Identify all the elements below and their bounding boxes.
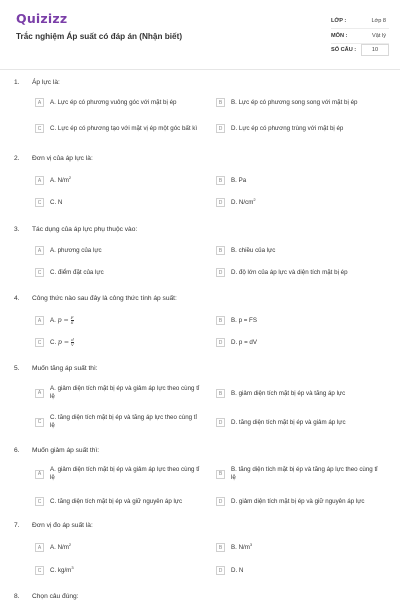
option-letter: D: [216, 497, 225, 506]
option-letter: C: [35, 124, 44, 133]
option-text: D. tăng diện tích mặt bị ép và giảm áp lực: [231, 418, 346, 426]
question-number: 1.: [14, 79, 20, 86]
option-3c[interactable]: [35, 268, 202, 277]
option-text: D. giảm diện tích mặt bị ép và giữ nguyên áp lực: [231, 497, 365, 505]
option-letter: C: [35, 566, 44, 575]
option-letter: D: [216, 268, 225, 277]
option-3d[interactable]: [216, 268, 383, 277]
option-1d[interactable]: [216, 124, 383, 133]
option-letter: A: [35, 246, 44, 255]
option-text: A. giảm diện tích mặt bị ép và giảm áp lực theo cùng tỉ lệ: [50, 466, 200, 481]
option-text: D. p = dV: [231, 338, 257, 346]
info-divider: [331, 28, 389, 29]
question-text: Công thức nào sau đây là công thức tính áp suất:: [32, 295, 177, 302]
option-letter: D: [216, 198, 225, 207]
option-6b[interactable]: [216, 466, 383, 482]
info-subject: [331, 30, 389, 42]
option-letter: B: [216, 543, 225, 552]
question-text: Muốn tăng áp suất thì:: [32, 365, 98, 372]
option-text: A. Lực ép có phương vuông góc với mặt bị ép: [50, 98, 177, 106]
question-text: Muốn giảm áp suất thì:: [32, 447, 100, 454]
question-text: Chọn câu đúng:: [32, 593, 79, 600]
option-6d[interactable]: [216, 497, 383, 506]
option-text: A. $N/m^2$: [50, 541, 72, 551]
option-letter: A: [35, 176, 44, 185]
option-text: B. p = FS: [231, 316, 257, 324]
option-text: D. N: [231, 566, 244, 574]
option-text: D. độ lớn của áp lực và diện tích mặt bị ép: [231, 268, 348, 276]
option-2d[interactable]: [216, 198, 383, 207]
option-letter: D: [216, 338, 225, 347]
option-6a[interactable]: [35, 466, 202, 482]
option-letter: B: [216, 246, 225, 255]
option-text: C. Lực ép có phương tạo với mặt vị ép một góc bất kì: [50, 124, 198, 132]
option-letter: C: [35, 418, 44, 427]
info-count: [331, 44, 389, 56]
option-7c[interactable]: [35, 566, 202, 575]
option-text: B. giảm diện tích mặt bị ép và tăng áp lực: [231, 389, 346, 397]
option-text: B. $N/m^3$: [231, 541, 253, 551]
question-number: 6.: [14, 447, 20, 454]
option-text: C. N: [50, 198, 63, 206]
option-letter: C: [35, 497, 44, 506]
option-letter: C: [35, 198, 44, 207]
question-text: Tác dụng của áp lực phụ thuộc vào:: [32, 226, 138, 233]
option-text: B. Lực ép có phương song song với mặt bị ép: [231, 98, 358, 106]
option-text: A. phương của lực: [50, 246, 102, 254]
option-5c[interactable]: [35, 414, 202, 430]
option-text: C. tăng diện tích mặt bị ép và giữ nguyên áp lực: [50, 497, 183, 505]
option-text: B. Pa: [231, 176, 247, 184]
option-text: D. Lực ép có phương trùng với mặt bị ép: [231, 124, 344, 132]
question-number: 4.: [14, 295, 20, 302]
option-letter: B: [216, 176, 225, 185]
option-4d[interactable]: [216, 338, 383, 347]
option-3a[interactable]: [35, 246, 202, 255]
option-1c[interactable]: [35, 124, 202, 133]
question-text: Đơn vị của áp lực là:: [32, 155, 93, 162]
option-text: D. $N/cm^2$: [231, 196, 256, 206]
option-7b[interactable]: [216, 543, 383, 552]
option-letter: B: [216, 98, 225, 107]
option-letter: B: [216, 316, 225, 325]
option-letter: D: [216, 566, 225, 575]
info-grade-value: Lớp 8: [371, 18, 386, 24]
option-letter: B: [216, 389, 225, 398]
option-5d[interactable]: [216, 418, 383, 427]
option-2b[interactable]: [216, 176, 383, 185]
worksheet-title: Trắc nghiệm Áp suất có đáp án (Nhận biết): [16, 32, 183, 41]
option-text: C. điểm đặt của lực: [50, 268, 104, 276]
info-subject-label: MÔN :: [331, 33, 348, 39]
option-letter: C: [35, 338, 44, 347]
option-letter: A: [35, 389, 44, 398]
worksheet-header: [0, 0, 400, 70]
option-4b[interactable]: [216, 316, 383, 325]
option-text: B. chiều của lực: [231, 246, 276, 254]
info-count-label: SỐ CÂU :: [331, 47, 357, 53]
option-1a[interactable]: [35, 98, 202, 107]
quizizz-logo: Quizizz: [16, 11, 68, 26]
question-number: 8.: [14, 593, 20, 600]
info-grade: [331, 15, 389, 27]
option-2a[interactable]: [35, 176, 202, 185]
question-number: 3.: [14, 226, 20, 233]
option-text: C. tăng diện tích mặt bị ép và tăng áp lực theo cùng tỉ lệ: [50, 414, 197, 429]
option-5b[interactable]: [216, 389, 383, 398]
option-5a[interactable]: [35, 385, 202, 401]
option-letter: A: [35, 543, 44, 552]
question-number: 2.: [14, 155, 20, 162]
option-4a[interactable]: [35, 316, 202, 325]
option-2c[interactable]: [35, 198, 202, 207]
option-3b[interactable]: [216, 246, 383, 255]
option-letter: D: [216, 124, 225, 133]
option-text: B. tăng diện tích mặt bị ép và tăng áp lực theo cùng tỉ lệ: [231, 466, 378, 481]
option-7a[interactable]: [35, 543, 202, 552]
option-letter: C: [35, 268, 44, 277]
info-subject-value: Vật lý: [372, 33, 386, 39]
option-text: A. giảm diện tích mặt bị ép và giảm áp lực theo cùng tỉ lệ: [50, 385, 200, 400]
option-6c[interactable]: [35, 497, 202, 506]
option-letter: A: [35, 470, 44, 479]
question-text: Đơn vị đo áp suất là:: [32, 522, 93, 529]
info-count-value: 10: [361, 44, 389, 56]
option-text: A. $N/m^2$: [50, 174, 72, 184]
option-letter: B: [216, 470, 225, 479]
formula: p = $\frac{d}{V}$: [57, 337, 74, 347]
question-number: 7.: [14, 522, 20, 529]
info-grade-label: LỚP :: [331, 18, 347, 24]
option-letter: A: [35, 316, 44, 325]
option-text: A. p = $\frac{F}{S}$: [50, 315, 74, 325]
option-7d[interactable]: [216, 566, 383, 575]
option-text: C. $kg/m^3$: [50, 564, 74, 574]
option-letter: D: [216, 418, 225, 427]
formula: p = $\frac{F}{S}$: [57, 315, 74, 325]
option-text: C. p = $\frac{d}{V}$: [50, 337, 74, 347]
option-letter: A: [35, 98, 44, 107]
option-4c[interactable]: [35, 338, 202, 347]
question-number: 5.: [14, 365, 20, 372]
question-text: Áp lực là:: [32, 79, 60, 86]
option-1b[interactable]: [216, 98, 383, 107]
